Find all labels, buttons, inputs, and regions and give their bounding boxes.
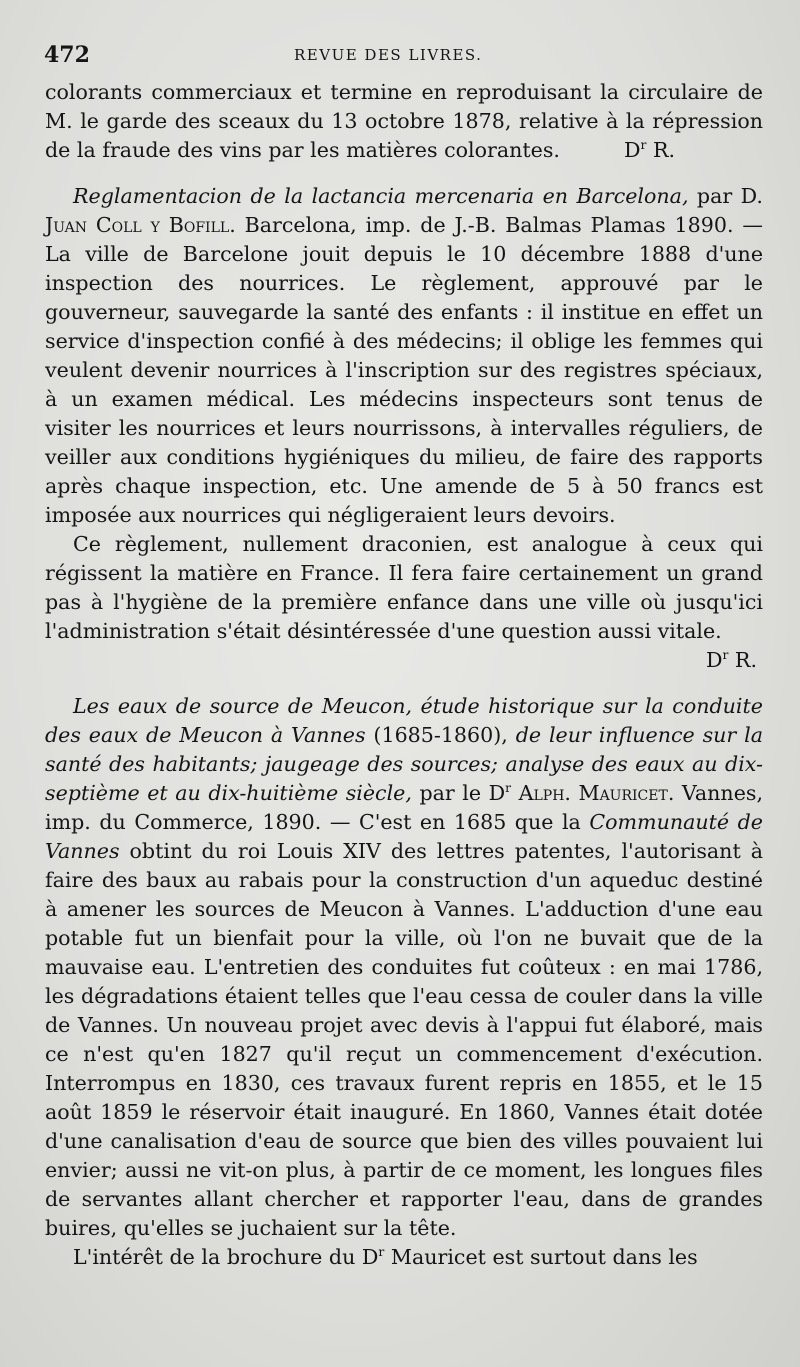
running-title: REVUE DES LIVRES. — [294, 46, 483, 64]
communaute-name: Communauté de Vannes — [45, 810, 763, 863]
review-barcelona: Reglamentacion de la lactancia mercenaria en Barcelona, par D. Juan Coll y Bofill. Barcelona, imp. de J.-B. Balmas Plamas 1890. — La ville de Barcelone jouit depuis le 10 décembre 1888 d'une inspection des nourrices. Le règlement, approuvé par le gouverneur, sauvegarde la santé des enfants : il institue en effet un service d'inspection confié à des médecins; il oblige les femmes qui veulent devenir nourrices à l'inscription sur des registres spéciaux, à un examen médical. Les médecins inspecteurs sont tenus de visiter les nourrices et leurs nourrissons, à intervalles réguliers, de veiller aux conditions hygiéniques du milieu, de faire des rapports après chaque inspection, etc. Une amende de 5 à 50 francs est imposée aux nourrices qui négligeraient leurs devoirs. — [45, 184, 763, 527]
book-title: Reglamentacion de la lactancia mercenaria en Barcelona, — [73, 184, 689, 208]
book-title: Les eaux de source de Meucon, étude historique sur la conduite des eaux de Meucon à Vannes — [45, 694, 763, 747]
review-meucon: Les eaux de source de Meucon, étude historique sur la conduite des eaux de Meucon à Vannes (1685-1860), de leur influence sur la santé des habitants; jaugeage des sources; analyse des eaux au dix-septième et au dix-huitième siècle, par le $D^r$ Alph. Mauricet. Vannes, imp. du Commerce, 1890. — C'est en 1685 que la Communauté de Vannes obtint du roi Louis XIV des lettres patentes, l'autorisant à faire des baux au rabais pour la construction d'un aqueduc destiné à amener les sources de Meucon à Vannes. L'adduction d'une eau potable fut un bienfait pour la ville, où l'on ne buvait que de la mauvaise eau. L'entretien des conduites fut coûteux : en mai 1786, les dégradations étaient telles que l'eau cessa de couler dans la ville de Vannes. Un nouveau projet avec devis à l'appui fut élaboré, mais ce n'est qu'en 1827 qu'il reçut un commencement d'exécution. Interrompus en 1830, ces travaux furent repris en 1855, et le 15 août 1859 le réservoir était inauguré. En 1860, Vannes était dotée d'une canalisation d'eau de source que bien des villes pouvaient lui envier; aussi ne vit-on plus, à partir de ce moment, les longues files de servantes allant chercher et rapporter l'eau, dans de grandes buires, qu'elles se juchaient sur la tête. — [45, 694, 763, 1240]
signature: $D^r$ R. — [623, 138, 676, 162]
author-name: Juan Coll y Bofill — [45, 213, 230, 237]
book-title-continued: de leur influence sur la santé des habitants; jaugeage des sources; analyse des eaux au dix-septième et au dix-huitième siècle, — [45, 723, 763, 805]
page-number: 472 — [44, 42, 90, 68]
review-text: obtint du roi Louis XIV des lettres patentes, l'autorisant à faire des baux au rabais pour la construction d'un aqueduc destiné à amener les sources de Meucon à Vannes. L'adduction d'une eau potable fut un bienfait pour la ville, où l'on ne buvait que de la mauvaise eau. L'entretien des conduites fut coûteux : en mai 1786, les dégradations étaient telles que l'eau cessa de couler dans la ville de Vannes. Un nouveau projet avec devis à l'appui fut élaboré, mais ce n'est qu'en 1827 qu'il reçut un commencement d'exécution. Interrompus en 1830, ces travaux furent repris en 1855, et le 15 août 1859 le réservoir était inauguré. En 1860, Vannes était dotée d'une canalisation d'eau de source que bien des villes pouvaient lui envier; aussi ne vit-on plus, à partir de ce moment, les longues files de servantes allant chercher et rapporter l'eau, dans de grandes buires, qu'elles se juchaient sur la tête. — [45, 839, 763, 1240]
review-text: . Barcelona, imp. de J.-B. Balmas Plamas 1890. — La ville de Barcelone jouit depuis le 10 décembre 1888 d'une inspection des nourrices. Le règlement, approuvé par le gouverneur, sauvegarde la santé des enfants : il institue en effet un service d'inspection confié à des médecins; il oblige les femmes qui veulent devenir nourrices à l'inscription sur des registres spéciaux, à un examen médical. Les médecins inspecteurs sont tenus de visiter les nourrices et leurs nourrissons, à intervalles réguliers, de veiller aux conditions hygiéniques du milieu, de faire des rapports après chaque inspection, etc. Une amende de 5 à 50 francs est imposée aux nourrices qui négligeraient leurs devoirs. — [45, 213, 763, 527]
page-header — [0, 42, 800, 72]
section-gap — [45, 165, 763, 182]
paragraph-text: colorants commerciaux et termine en reproduisant la circulaire de M. le garde des sceaux du 13 octobre 1878, relative à la répression de la fraude des vins par les matières colorantes. — [45, 80, 763, 162]
review-paragraph-last: L'intérêt de la brochure du $D^r$ Mauricet est surtout dans les — [73, 1245, 698, 1269]
section-gap — [45, 675, 763, 692]
text-body — [45, 78, 763, 1272]
author-name: Alph. Mauricet — [511, 781, 668, 805]
paragraph-continuation — [45, 78, 763, 165]
review-paragraph: Ce règlement, nullement draconien, est analogue à ceux qui régissent la matière en France. Il fera faire certainement un grand pas à l'hygiène de la première enfance dans une ville où jusqu'ici l'administration s'était désintéressée d'une question aussi vitale. — [45, 532, 763, 643]
signature: $D^r$ R. — [705, 648, 757, 672]
